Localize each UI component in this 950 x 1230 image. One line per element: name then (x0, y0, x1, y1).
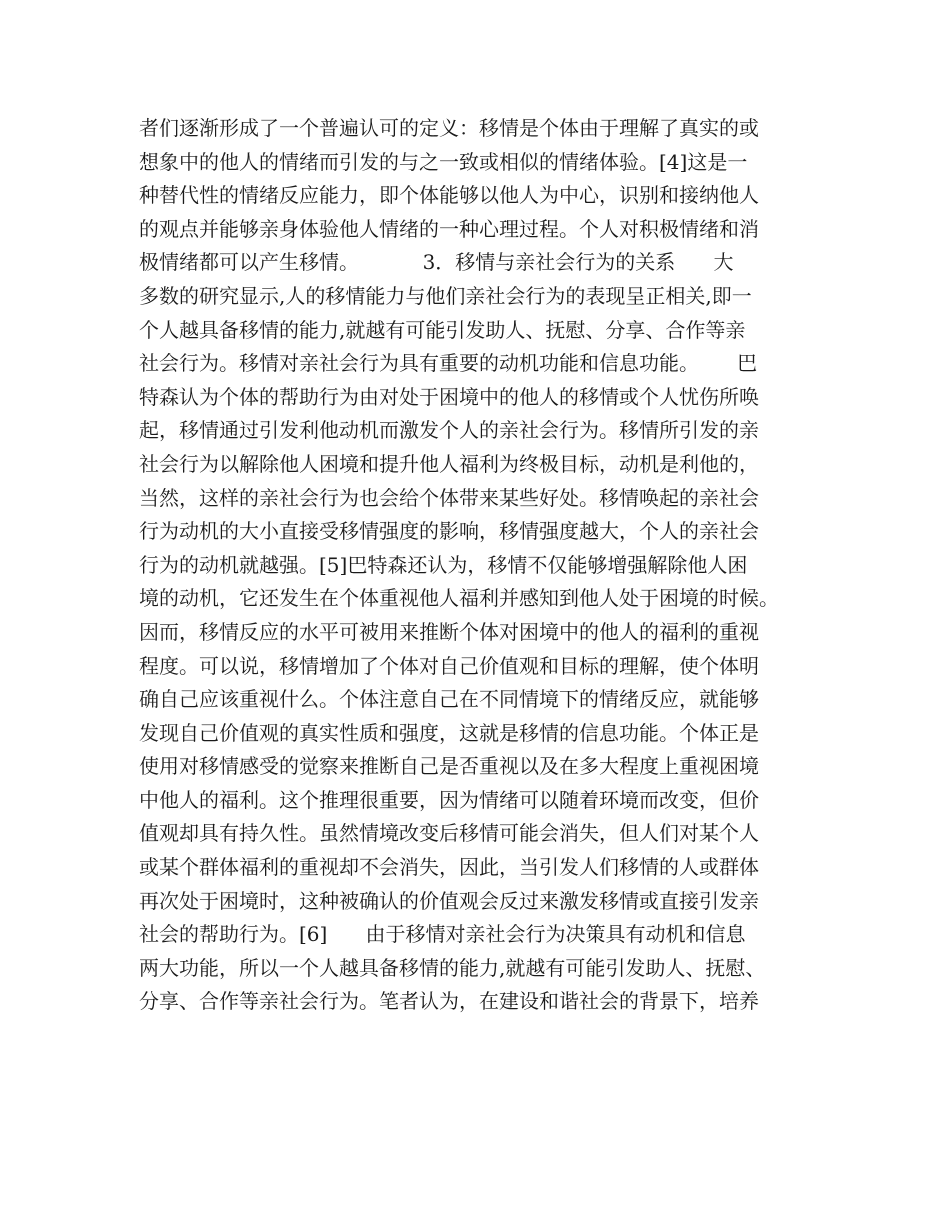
text-line: 起，移情通过引发利他动机而激发个人的亲社会行为。移情所引发的亲 (139, 418, 759, 443)
text-line: 社会的帮助行为。[6] 由于移情对亲社会行为决策具有动机和信息 (139, 922, 746, 947)
text-line: 多数的研究显示,人的移情能力与他们亲社会行为的表现呈正相关,即一 (139, 283, 752, 308)
text-line: 极情绪都可以产生移情。 3．移情与亲社会行为的关系 大 (139, 250, 734, 275)
text-line: 发现自己价值观的真实性质和强度，这就是移情的信息功能。个体正是 (139, 720, 759, 745)
body-text (139, 112, 829, 1019)
text-line: 社会行为。移情对亲社会行为具有重要的动机功能和信息功能。 巴 (139, 351, 758, 376)
text-line: 两大功能，所以一个人越具备移情的能力,就越有可能引发助人、抚慰、 (139, 955, 766, 980)
text-line: 个人越具备移情的能力,就越有可能引发助人、抚慰、分享、合作等亲 (139, 317, 746, 342)
text-line: 社会行为以解除他人困境和提升他人福利为终极目标，动机是利他的， (139, 451, 759, 476)
text-line: 行为的动机就越强。[5]巴特森还认为，移情不仅能够增强解除他人困 (139, 552, 748, 577)
text-line: 或某个群体福利的重视却不会消失，因此，当引发人们移情的人或群体 (139, 855, 759, 880)
text-line: 境的动机，它还发生在个体重视他人福利并感知到他人处于困境的时候。 (139, 586, 779, 611)
text-line: 行为动机的大小直接受移情强度的影响，移情强度越大，个人的亲社会 (139, 519, 759, 544)
text-line: 种替代性的情绪反应能力，即个体能够以他人为中心，识别和接纳他人 (139, 183, 759, 208)
text-line: 中他人的福利。这个推理很重要，因为情绪可以随着环境而改变，但价 (139, 787, 759, 812)
text-line: 的观点并能够亲身体验他人情绪的一种心理过程。个人对积极情绪和消 (139, 216, 759, 241)
text-line: 因而，移情反应的水平可被用来推断个体对困境中的他人的福利的重视 (139, 619, 759, 644)
text-line: 分享、合作等亲社会行为。笔者认为，在建设和谐社会的背景下，培养 (139, 989, 759, 1014)
text-line: 者们逐渐形成了一个普遍认可的定义：移情是个体由于理解了真实的或 (139, 116, 759, 140)
text-line: 程度。可以说，移情增加了个体对自己价值观和目标的理解，使个体明 (139, 653, 759, 678)
text-line: 想象中的他人的情绪而引发的与之一致或相似的情绪体验。[4]这是一 (139, 149, 748, 174)
text-line: 确自己应该重视什么。个体注意自己在不同情境下的情绪反应，就能够 (139, 687, 759, 712)
text-line: 特森认为个体的帮助行为由对处于困境中的他人的移情或个人忧伤所唤 (139, 384, 759, 409)
text-line: 当然，这样的亲社会行为也会给个体带来某些好处。移情唤起的亲社会 (139, 485, 759, 510)
text-line: 再次处于困境时，这种被确认的价值观会反过来激发移情或直接引发亲 (139, 888, 759, 913)
text-line: 使用对移情感受的觉察来推断自己是否重视以及在多大程度上重视困境 (139, 754, 759, 779)
text-line: 值观却具有持久性。虽然情境改变后移情可能会消失，但人们对某个人 (139, 821, 759, 846)
